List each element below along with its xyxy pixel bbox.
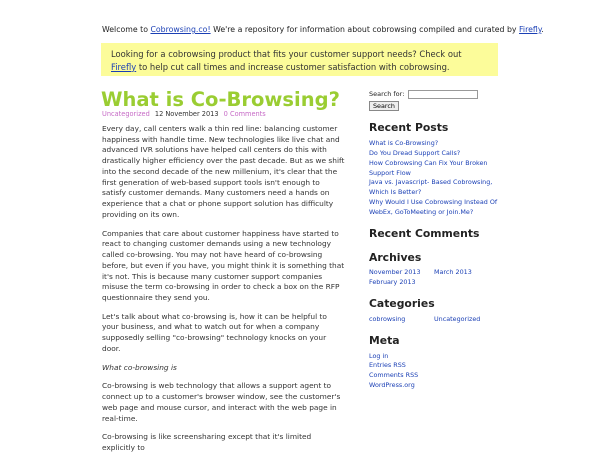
categories-heading: Categories bbox=[369, 297, 435, 311]
list-item bbox=[369, 371, 509, 381]
post-paragraph: Co-browsing is like screensharing except that it's limited explicitly to bbox=[102, 432, 312, 453]
recent-posts-list bbox=[369, 139, 509, 218]
post-paragraph: Let's talk about what co-browsing is, how it can be helpful to your business, and what to watch out for when a company supposedly selling "co-browsing" technology knocks on your door. bbox=[102, 311, 327, 353]
recent-comments-heading: Recent Comments bbox=[369, 227, 480, 241]
list-item bbox=[369, 139, 509, 149]
meta-link[interactable]: Log in bbox=[369, 351, 389, 360]
recent-post-link[interactable]: Do You Dread Support Calls? bbox=[369, 148, 461, 157]
post-title[interactable]: What is Co-Browsing? bbox=[101, 88, 340, 111]
list-item bbox=[369, 361, 509, 371]
meta-link[interactable]: Comments RSS bbox=[369, 371, 419, 380]
post-category-link[interactable]: Uncategorized bbox=[102, 110, 150, 118]
welcome-middle: We're a repository for information about cobrowsing compiled and curated by bbox=[210, 25, 520, 34]
categories-list bbox=[369, 315, 509, 325]
welcome-prefix: Welcome to bbox=[102, 25, 151, 34]
list-item bbox=[369, 159, 509, 179]
sidebar bbox=[369, 90, 509, 391]
post-content bbox=[102, 124, 345, 462]
post-subheading: What co-browsing is bbox=[102, 362, 177, 372]
search-label: Search for: bbox=[369, 90, 405, 98]
search-button[interactable]: Search bbox=[369, 101, 399, 111]
recent-posts-heading: Recent Posts bbox=[369, 121, 449, 135]
list-item bbox=[369, 381, 509, 391]
post-date: 12 November 2013 bbox=[154, 110, 219, 118]
post-comments-link[interactable]: 0 Comments bbox=[223, 110, 266, 118]
meta-link[interactable]: Entries RSS bbox=[369, 361, 406, 370]
curator-link[interactable]: Firefly bbox=[519, 25, 542, 34]
welcome-suffix: . bbox=[541, 25, 544, 34]
category-link[interactable]: cobrowsing bbox=[369, 314, 406, 323]
notice-text-after: to help cut call times and increase customer satisfaction with cobrowsing. bbox=[136, 61, 450, 72]
archives-heading: Archives bbox=[369, 250, 422, 264]
welcome-text bbox=[102, 24, 544, 35]
archive-link[interactable]: November 2013 bbox=[369, 268, 421, 277]
archives-list bbox=[369, 268, 509, 288]
notice-firefly-link[interactable]: Firefly bbox=[111, 61, 137, 72]
post-paragraph: Co-browsing is web technology that allows a support agent to connect up to a customer's browser window, see the customer's web page and mouse cursor, and interact with the web page in real-time. bbox=[102, 381, 341, 423]
site-link[interactable]: Cobrowsing.co! bbox=[150, 25, 211, 34]
list-item bbox=[369, 352, 509, 362]
post-meta bbox=[102, 110, 266, 120]
recent-post-link[interactable]: Java vs. Javascript- Based Cobrowsing, Which Is Better? bbox=[369, 178, 493, 197]
recent-post-link[interactable]: Why Would I Use Cobrowsing Instead Of WebEx, GoToMeeting or Join.Me? bbox=[369, 198, 498, 217]
post-paragraph: Companies that care about customer happiness have started to react to changing customer demands using a new technology called co-browsing. You may not have heard of co-browsing before, but even if you have, you might think it is something that it's not. This is because many customer support companies misuse the term co-browsing in order to check a box on the RFP questionnaire they send you. bbox=[102, 228, 345, 303]
promo-notice bbox=[101, 43, 498, 76]
meta-heading: Meta bbox=[369, 333, 400, 347]
notice-text-before: Looking for a cobrowsing product that fits your customer support needs? Check out bbox=[111, 49, 462, 59]
search-form bbox=[369, 90, 509, 99]
meta-link[interactable]: WordPress.org bbox=[369, 381, 415, 390]
meta-list bbox=[369, 352, 509, 392]
search-input[interactable] bbox=[408, 90, 478, 99]
archive-link[interactable]: March 2013 bbox=[434, 268, 472, 277]
archive-link[interactable]: February 2013 bbox=[369, 278, 416, 287]
list-item bbox=[369, 149, 509, 159]
post-paragraph: Every day, call centers walk a thin red line: balancing customer happiness with handle time. New technologies like live chat and advanced IVR solutions have helped call centers do this with drastically higher efficiency over the past decade. But as we shift into the second decade of the new millenium, it's clear that the first generation of web-based support tools isn't enough to satisfy customer demands. Many customers need a hands on experience that a chat or phone support solution has difficulty providing on its own. bbox=[102, 124, 345, 219]
list-item bbox=[369, 178, 509, 198]
category-link[interactable]: Uncategorized bbox=[434, 314, 481, 323]
recent-post-link[interactable]: What is Co-Browsing? bbox=[369, 138, 439, 147]
list-item bbox=[369, 198, 509, 218]
recent-post-link[interactable]: How Cobrowsing Can Fix Your Broken Support Flow bbox=[369, 158, 488, 177]
